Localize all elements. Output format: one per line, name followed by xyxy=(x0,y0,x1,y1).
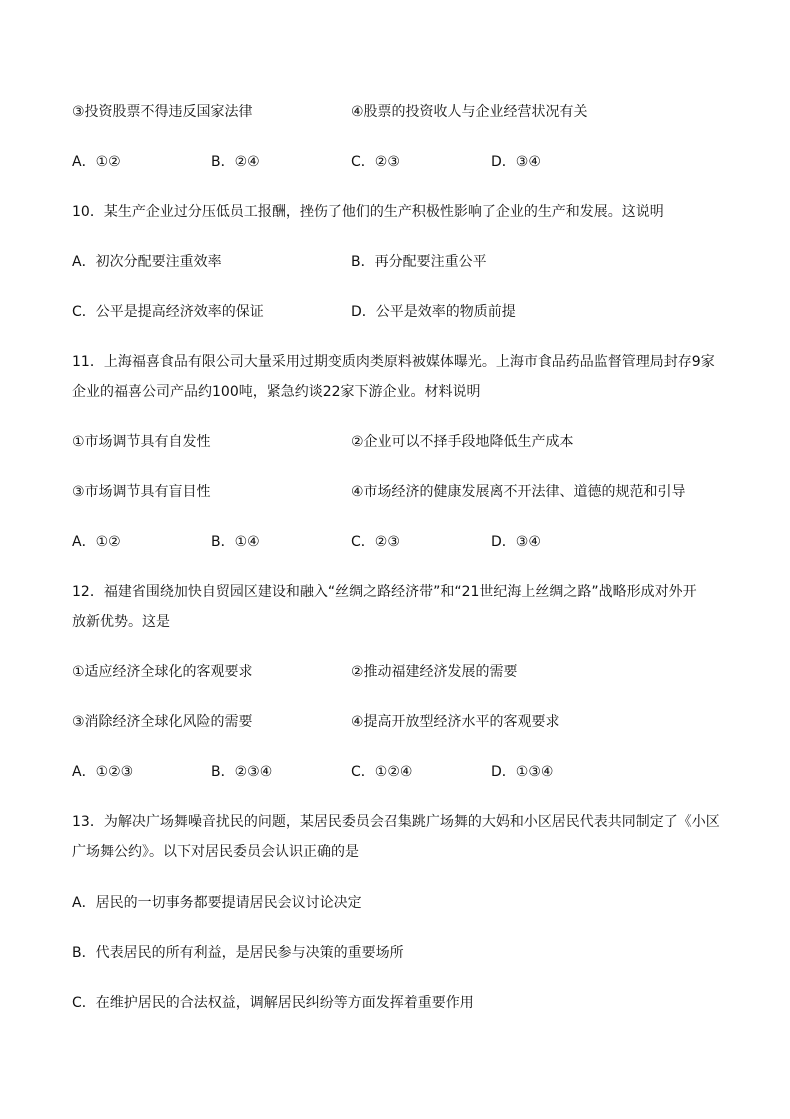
q9-option-b: B．②④ xyxy=(211,154,260,170)
q10-option-a: A．初次分配要注重效率 xyxy=(72,254,222,270)
q9-option-a: A．①② xyxy=(72,154,121,170)
q12-item-2: ②推动福建经济发展的需要 xyxy=(351,664,518,680)
q13-option-c: C．在维护居民的合法权益，调解居民纠纷等方面发挥着重要作用 xyxy=(72,995,474,1011)
q11-item-4: ④市场经济的健康发展离不开法律、道德的规范和引导 xyxy=(351,484,686,500)
q11-item-1: ①市场调节具有自发性 xyxy=(72,434,211,450)
q12-stem-line-1: 12．福建省围绕加快自贸园区建设和融入“丝绸之路经济带”和“21世纪海上丝绸之路”战略形成对外开 xyxy=(72,584,697,600)
q9-option-d: D．③④ xyxy=(491,154,541,170)
q11-option-a: A．①② xyxy=(72,534,121,550)
q10-option-d: D．公平是效率的物质前提 xyxy=(351,304,516,320)
q12-option-b: B．②③④ xyxy=(211,764,273,780)
q11-item-3: ③市场调节具有盲目性 xyxy=(72,484,211,500)
q11-item-2: ②企业可以不择手段地降低生产成本 xyxy=(351,434,574,450)
q13-option-b: B．代表居民的所有利益，是居民参与决策的重要场所 xyxy=(72,945,404,961)
q10-stem: 10．某生产企业过分压低员工报酬，挫伤了他们的生产积极性影响了企业的生产和发展。这说明 xyxy=(72,204,664,220)
q12-option-d: D．①③④ xyxy=(491,764,554,780)
q13-stem-line-1: 13．为解决广场舞噪音扰民的问题，某居民委员会召集跳广场舞的大妈和小区居民代表共同制定了《小区 xyxy=(72,814,720,830)
q12-item-4: ④提高开放型经济水平的客观要求 xyxy=(351,714,560,730)
q11-option-d: D．③④ xyxy=(491,534,541,550)
q9-option-c: C．②③ xyxy=(351,154,400,170)
q11-stem-line-2: 企业的福喜公司产品约100吨，紧急约谈22家下游企业。材料说明 xyxy=(72,384,481,400)
q12-item-1: ①适应经济全球化的客观要求 xyxy=(72,664,253,680)
q10-option-b: B．再分配要注重公平 xyxy=(351,254,487,270)
q13-stem-line-2: 广场舞公约》。以下对居民委员会认识正确的是 xyxy=(72,844,359,860)
q12-option-c: C．①②④ xyxy=(351,764,413,780)
q12-option-a: A．①②③ xyxy=(72,764,134,780)
q10-option-c: C．公平是提高经济效率的保证 xyxy=(72,304,264,320)
q12-stem-line-2: 放新优势。这是 xyxy=(72,614,170,630)
q9-item-3: ③投资股票不得违反国家法律 xyxy=(72,104,253,120)
q11-option-b: B．①④ xyxy=(211,534,260,550)
q11-option-c: C．②③ xyxy=(351,534,400,550)
q11-stem-line-1: 11．上海福喜食品有限公司大量采用过期变质肉类原料被媒体曝光。上海市食品药品监督管理局封存9家 xyxy=(72,354,715,370)
q13-option-a: A．居民的一切事务都要提请居民会议讨论决定 xyxy=(72,895,362,911)
q9-item-4: ④股票的投资收人与企业经营状况有关 xyxy=(351,104,588,120)
q12-item-3: ③消除经济全球化风险的需要 xyxy=(72,714,253,730)
